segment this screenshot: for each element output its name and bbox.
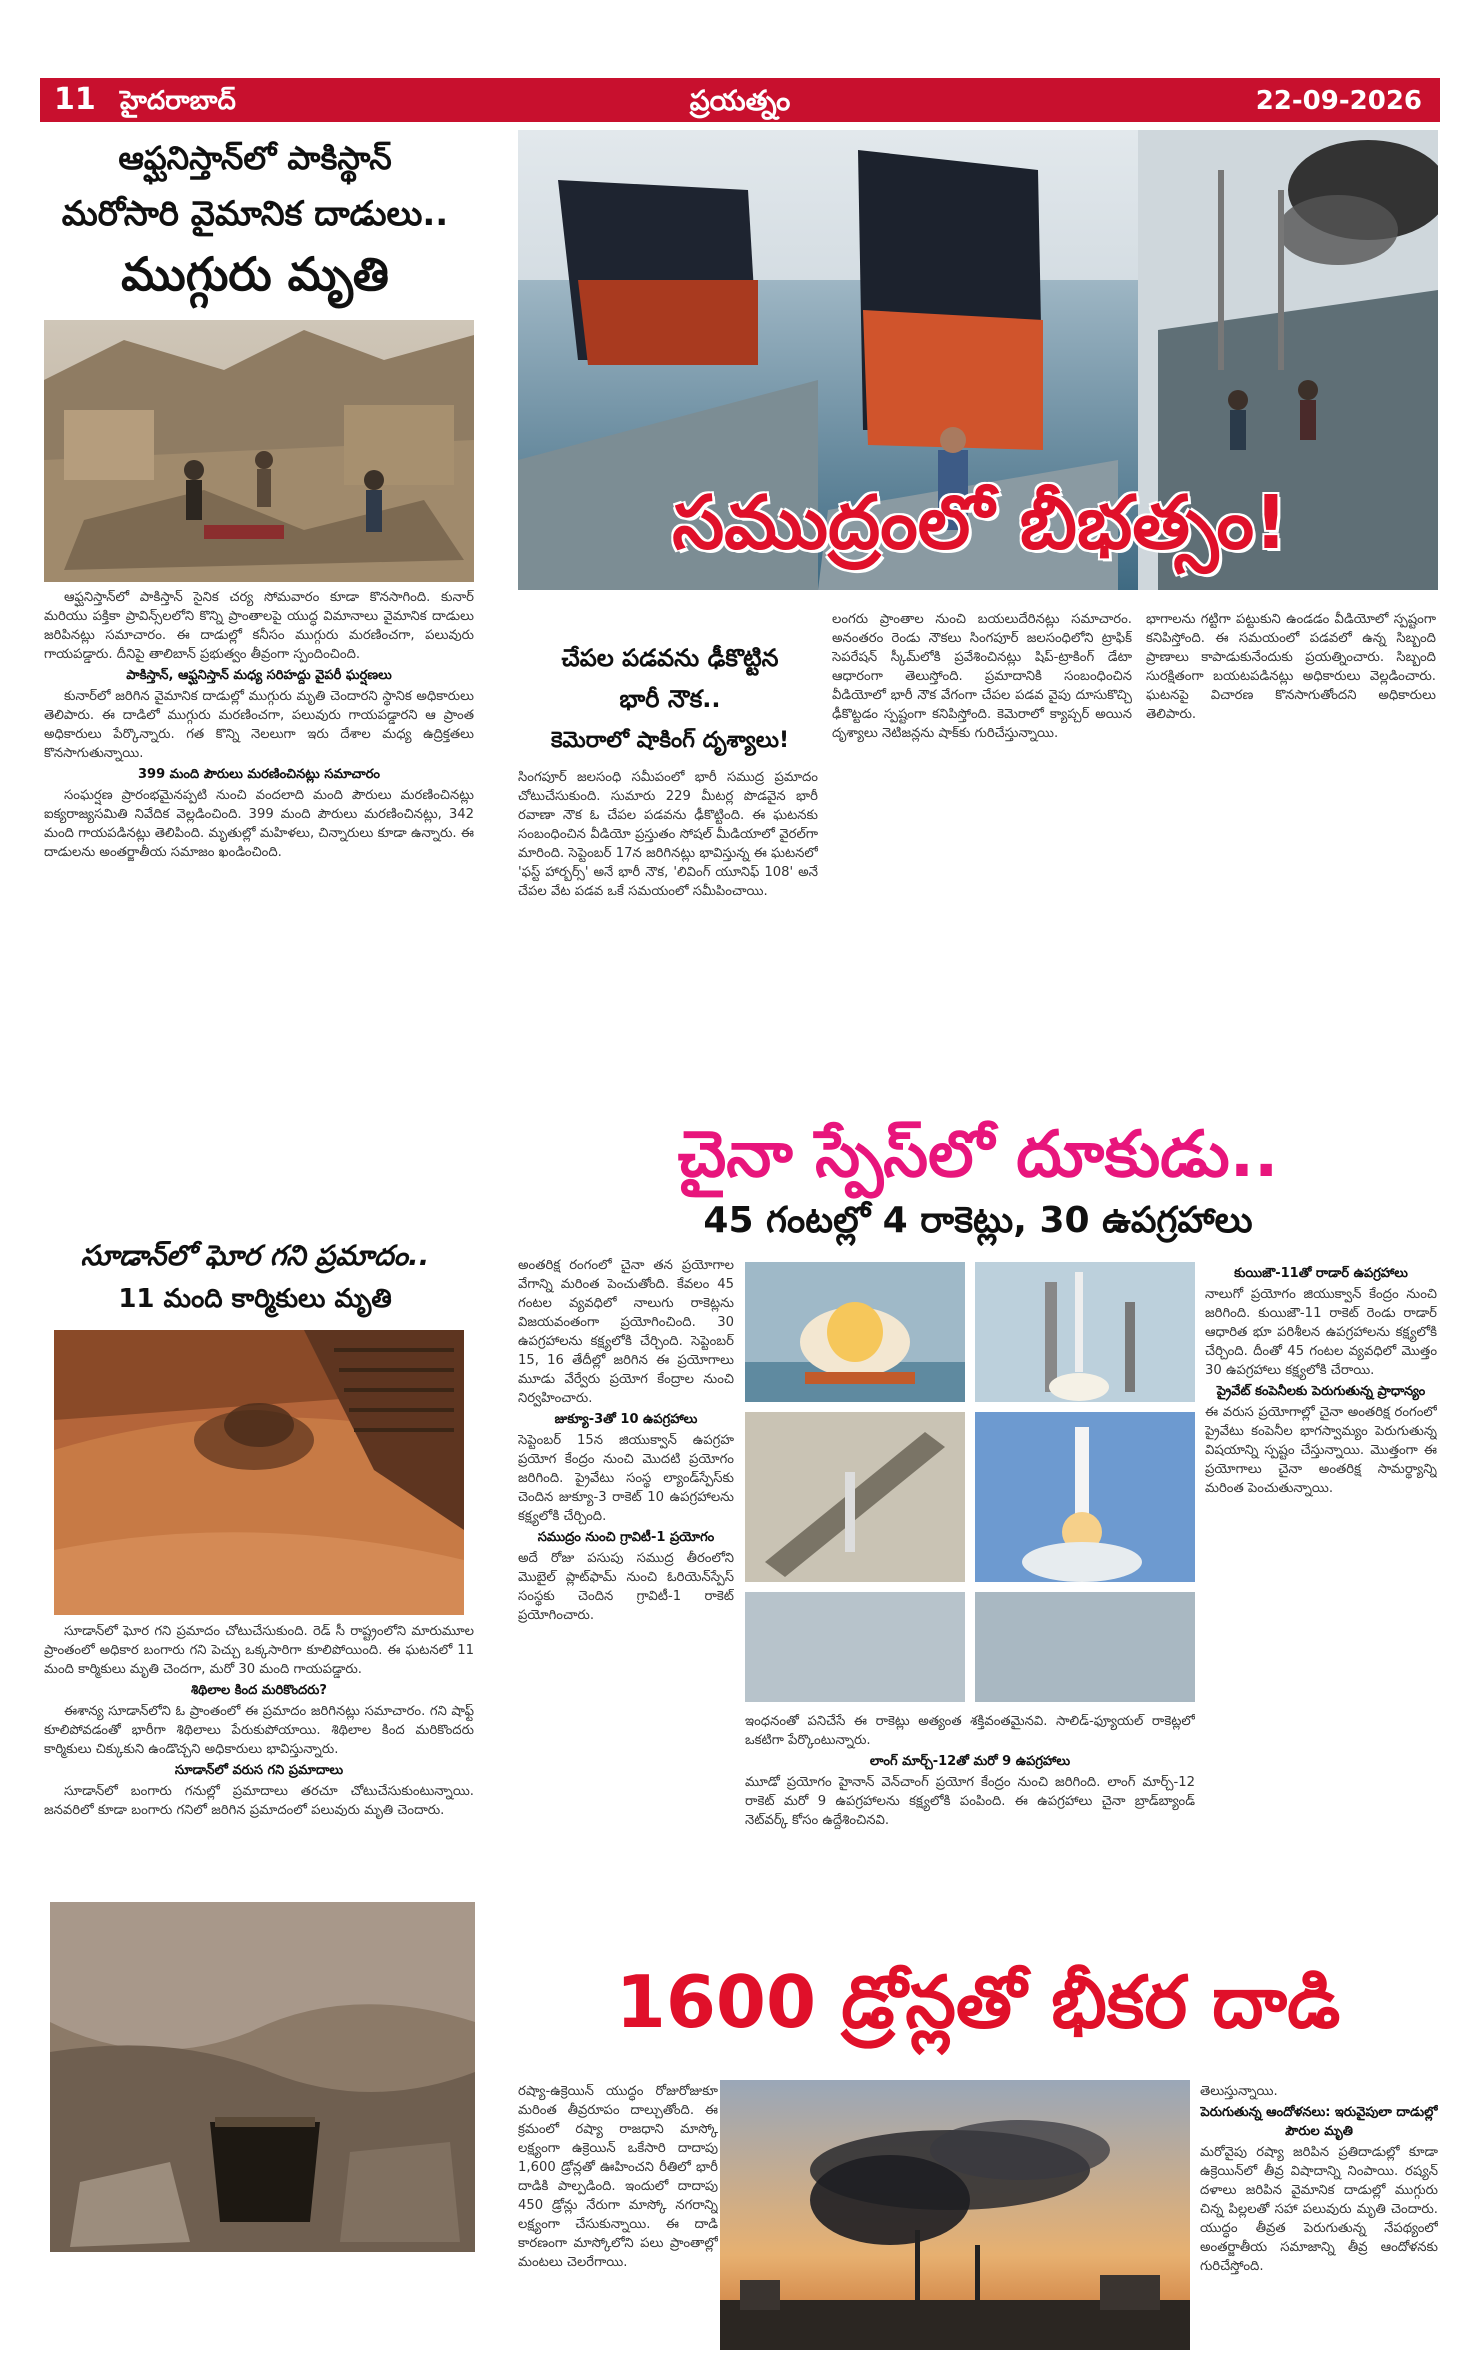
drone-smoke-photo (720, 2080, 1190, 2350)
china-col2-para-2: మూడో ప్రయోగం హైనాన్ వెన్‌చాంగ్ ప్రయోగ కేంద్రం నుంచి జరిగింది. లాంగ్ మార్చ్-12 రాకెట్ మరో 9 ఉపగ్రహాలను కక్ష్యలోకి పంపింది. ఈ ఉపగ్రహాలు చైనా బ్రాడ్‌బ్యాండ్ నెట్‌వర్క్ కోసం ఉద్దేశించినవి. (745, 1775, 1195, 1828)
china-col-2 (745, 1712, 1195, 1947)
sea-kicker-1: చేపల పడవను ఢీకొట్టిన (561, 644, 779, 672)
sudan-para-2: ఈశాన్య సూడాన్‌లోని ఓ ప్రాంతంలో ఈ ప్రమాదం జరిగినట్లు సమాచారం. గని షాఫ్ట్ కూలిపోవడంతో భారీగా శిథిలాలు పేరుకుపోయాయి. శిథిలాల కింద మరికొందరు కార్మికులు చిక్కుకుని ఉండొచ్చని అధికారులు భావిస్తున్నారు. (44, 1704, 474, 1757)
china-subhead-4: కుయిజౌ-11తో రాడార్ ఉపగ్రహాలు (1234, 1266, 1408, 1281)
china-col1-para-2: సెప్టెంబర్ 15న జియుక్వాన్ ఉపగ్రహ ప్రయోగ కేంద్రం నుంచి మొదటి ప్రయోగం జరిగింది. ప్రైవేటు సంస్థ ల్యాండ్‌స్పేస్‌కు చెందిన జుక్యూ-3 రాకెట్ 10 ఉపగ్రహాలను కక్ష్యలోకి చేర్చింది. (518, 1433, 734, 1524)
sea-kicker-3: కెమెరాలో షాకింగ్ దృశ్యాలు! (550, 728, 790, 753)
china-col3-para-1: నాలుగో ప్రయోగం జియుక్వాన్ కేంద్రం నుంచి జరిగింది. కుయిజౌ-11 రాకెట్ రెండు రాడార్ ఆధారిత భూ పరిశీలన ఉపగ్రహాలను కక్ష్యలోకి చేర్చింది. దీంతో 45 గంటల వ్యవధిలో మొత్తం 30 ఉపగ్రహాలు కక్ష్యలోకి చేరాయి. (1205, 1287, 1437, 1378)
china-col2-para-1: ఇంధనంతో పనిచేసే ఈ రాకెట్లు అత్యంత శక్తివంతమైనవి. సాలిడ్-ఫ్యూయల్ రాకెట్లలో ఒకటిగా పేర్కొంటున్నారు. (745, 1714, 1195, 1748)
china-col-1 (518, 1256, 734, 1946)
sudan-mine-photo (54, 1330, 464, 1615)
china-col3-para-2: ఈ వరుస ప్రయోగాల్లో చైనా అంతరిక్ష రంగంలో ప్రైవేటు కంపెనీల భాగస్వామ్యం పెరుగుతున్న విషయాన్ని స్పష్టం చేస్తున్నాయి. మొత్తంగా ఈ ప్రయోగాలు చైనా అంతరిక్ష సామర్థ్యాన్ని మరింత పెంచుతున్నాయి. (1205, 1405, 1437, 1496)
newspaper-brand: ప్రయత్నం (689, 84, 791, 117)
afghan-headline-2: మరోసారి వైమానిక దాడులు.. (61, 194, 449, 234)
afghan-headline-1: ఆఫ్ఘనిస్తాన్‌లో పాకిస్థాన్ (118, 139, 392, 177)
china-subhead-2: సముద్రం నుంచి గ్రావిటీ-1 ప్రయోగం (537, 1530, 715, 1545)
sudan-subhead-1: శిథిలాల కింద మరికొందరు? (191, 1683, 327, 1698)
afghan-subhead-2: 399 మంది పౌరులు మరణించినట్లు సమాచారం (137, 767, 381, 782)
china-subhead-5: ప్రైవేట్ కంపెనీలకు పెరుగుతున్న ప్రాధాన్యం (1216, 1384, 1426, 1399)
afghan-headline-3: ముగ్గురు మృతి (121, 247, 389, 301)
afghan-para-3: సంఘర్షణ ప్రారంభమైనప్పటి నుంచి వందలాది మంది పౌరులు మరణించినట్లు ఐక్యరాజ్యసమితి నివేదిక వెల్లడించింది. 399 మంది పౌరులు మరణించినట్లు, 342 మంది గాయపడినట్లు తెలిపింది. మృతుల్లో మహిళలు, చిన్నారులు కూడా ఉన్నారు. ఈ దాడులను అంతర్జాతీయ సమాజం ఖండించింది. (44, 788, 474, 860)
afghan-subhead-1: పాకిస్తాన్, ఆఫ్ఘనిస్తాన్ మధ్య సరిహద్దు వైపరీ ఘర్షణలు (126, 668, 392, 683)
sea-col-3: భాగాలను గట్టిగా పట్టుకుని ఉండడం వీడియోలో స్పష్టంగా కనిపిస్తోంది. ఈ సమయంలో పడవలో ఉన్న సిబ్బంది ప్రాణాలు కాపాడుకునేందుకు ప్రయత్నించారు. సిబ్బంది సురక్షితంగా బయటపడినట్లు అధికారులు వెల్లడించారు. ఘటనపై విచారణ కొనసాగుతోందని అధికారులు తెలిపారు. (1146, 612, 1436, 722)
drone-col-1: రష్యా-ఉక్రెయిన్ యుద్ధం రోజురోజుకూ మరింత తీవ్రరూపం దాల్చుతోంది. ఈ క్రమంలో రష్యా రాజధాని మాస్కో లక్ష్యంగా ఉక్రెయిన్ ఒకేసారి దాదాపు 1,600 డ్రోన్లతో ఊహించని రీతిలో భారీ దాడికి పాల్పడింది. ఇందులో దాదాపు 450 డ్రోన్లు నేరుగా మాస్కో నగరాన్ని లక్ష్యంగా చేసుకున్నాయి. ఈ దాడి కారణంగా మాస్కోలోని పలు ప్రాంతాల్లో మంటలు చెలరేగాయి. (518, 2084, 718, 2270)
afghan-body (44, 588, 474, 1228)
china-rocket-launch-photos (745, 1262, 1195, 1702)
sea-col-1: సింగపూర్ జలసంధి సమీపంలో భారీ సముద్ర ప్రమాదం చోటుచేసుకుంది. సుమారు 229 మీటర్ల పొడవైన భారీ రవాణా నౌక ఓ చేపల పడవను ఢీకొట్టింది. ఈ ఘటనకు సంబంధించిన వీడియో ప్రస్తుతం సోషల్ మీడియాలో వైరల్‌గా మారింది. సెప్టెంబర్ 17న జరిగినట్లు భావిస్తున్న ఈ ఘటనలో 'ఫస్ట్ హార్బర్స్' అనే భారీ నౌక, 'లివింగ్ యూనిఫ్ 108' అనే చేపల వేట పడవ ఒకే సమయంలో సమీపించాయి. (518, 770, 818, 899)
china-subheadline: 45 గంటల్లో 4 రాకెట్లు, 30 ఉపగ్రహాలు (703, 1200, 1253, 1241)
page-number: 11 (54, 82, 96, 117)
drone-col2-top: తెలుస్తున్నాయి. (1200, 2084, 1278, 2099)
sudan-headline-1: సూడాన్‌లో ఘోర గని ప్రమాదం.. (80, 1239, 430, 1272)
sudan-para-1: సూడాన్‌లో ఘోర గని ప్రమాదం చోటుచేసుకుంది. రెడ్ సీ రాష్ట్రంలోని మారుమూల ప్రాంతంలో అధికార బంగారు గని పెచ్చు ఒక్కసారిగా కూలిపోయింది. ఈ ఘటనలో 11 మంది కార్మికులు మృతి చెందగా, మరో 30 మంది గాయపడ్డారు. (44, 1624, 474, 1677)
sea-col-2: లంగరు ప్రాంతాల నుంచి బయలుదేరినట్లు సమాచారం. అనంతరం రెండు నౌకలు సింగపూర్ జలసంధిలోని ట్రాఫిక్ సెపరేషన్ స్కీమ్‌లోకి ప్రవేశించినట్లు షిప్-ట్రాకింగ్ డేటా ఆధారంగా తెలుస్తోంది. ప్రమాదానికి సంబంధించిన వీడియోలో భారీ నౌక వేగంగా చేపల పడవ వైపు దూసుకొచ్చి ఢీకొట్టడం స్పష్టంగా కనిపిస్తోంది. కెమెరాలో క్యాప్చర్ అయిన దృశ్యాలు నెటిజన్లను షాక్‌కు గురిచేస్తున్నాయి. (832, 612, 1132, 741)
sudan-para-3: సూడాన్‌లో బంగారు గనుల్లో ప్రమాదాలు తరచూ చోటుచేసుకుంటున్నాయి. జనవరిలో కూడా బంగారు గనిలో జరిగిన ప్రమాదంలో పలువురు మృతి చెందారు. (44, 1784, 474, 1818)
afghan-rubble-photo (44, 320, 474, 582)
afghan-para-2: కునార్‌లో జరిగిన వైమానిక దాడుల్లో ముగ్గురు మృతి చెందారని స్థానిక అధికారులు తెలిపారు. ఈ దాడిలో ముగ్గురు మరణించగా, పలువురు గాయపడ్డారని ఆ ప్రాంత అధికారులు పేర్కొన్నారు. గత కొన్ని నెలలుగా ఇరు దేశాల మధ్య ఉద్రిక్తతలు కొనసాగుతున్నాయి. (44, 689, 474, 761)
afghan-para-1: ఆఫ్ఘనిస్తాన్‌లో పాకిస్తాన్ సైనిక చర్య సోమవారం కూడా కొనసాగింది. కునార్ మరియు పక్తికా ప్రావిన్స్‌లలోని కొన్ని ప్రాంతాలపై యుద్ధ విమానాలు వైమానిక దాడులు జరిపినట్లు సమాచారం. ఈ దాడుల్లో కనీసం ముగ్గురు మరణించగా, పలువురు గాయపడ్డారు. దీనిపై తాలిబాన్ ప్రభుత్వం తీవ్రంగా స్పందించింది. (44, 590, 474, 662)
china-subhead-3: లాంగ్ మార్చ్-12తో మరో 9 ఉపగ్రహాలు (869, 1754, 1071, 1769)
edition-date: 22-09-2026 (1255, 86, 1422, 116)
china-col1-para-1: అంతరిక్ష రంగంలో చైనా తన ప్రయోగాల వేగాన్ని మరింత పెంచుతోంది. కేవలం 45 గంటల వ్యవధిలో నాలుగు రాకెట్లను విజయవంతంగా ప్రయోగించింది. 30 ఉపగ్రహాలను కక్ష్యలోకి చేర్చింది. సెప్టెంబర్ 15, 16 తేదీల్లో జరిగిన ఈ ప్రయోగాలు మూడు వేర్వేరు ప్రయోగ కేంద్రాల నుంచి నిర్వహించారు. (518, 1258, 734, 1406)
sudan-body (44, 1622, 474, 1892)
masthead-bar (40, 78, 1440, 122)
china-banner-headline: చైనా స్పేస్‌లో దూకుడు.. (677, 1118, 1279, 1192)
china-subhead-1: జుక్యూ-3తో 10 ఉపగ్రహాలు (554, 1412, 698, 1427)
sudan-headline-2: 11 మంది కార్మికులు మృతి (118, 1284, 392, 1314)
drone-banner-headline: 1600 డ్రోన్లతో భీకర దాడి (615, 1960, 1341, 2044)
drone-col2-para: మరోవైపు రష్యా జరిపిన ప్రతిదాడుల్లో కూడా ఉక్రెయిన్‌లో తీవ్ర విషాదాన్ని నింపాయి. రష్యన్ దళాలు జరిపిన వైమానిక దాడుల్లో ముగ్గురు చిన్న పిల్లలతో సహా పలువురు మృతి చెందారు. యుద్ధం తీవ్రత పెరుగుతున్న నేపథ్యంలో అంతర్జాతీయ సమాజాన్ని తీవ్ర ఆందోళనకు గురిచేస్తోంది. (1200, 2145, 1438, 2274)
edition-city: హైదరాబాద్ (120, 86, 236, 116)
china-col1-para-3: అదే రోజు పసుపు సముద్ర తీరంలోని మొబైల్ ప్లాట్‌ఫామ్ నుంచి ఓరియెన్‌స్పేస్ సంస్థకు చెందిన గ్రావిటీ-1 రాకెట్ ప్రయోగించారు. (518, 1551, 734, 1623)
drone-subhead-1: పెరుగుతున్న ఆందోళనలు: ఇరువైపులా దాడుల్లో పౌరుల మృతి (1200, 2105, 1438, 2139)
sudan-subhead-2: సూడాన్‌లో వరుస గని ప్రమాదాలు (174, 1763, 344, 1778)
china-col-3 (1205, 1262, 1437, 1947)
sudan-mine-entrance-photo (50, 1902, 475, 2252)
sea-kicker-2: భారీ నౌక.. (619, 685, 721, 713)
drone-col-2 (1200, 2082, 1438, 2352)
sea-banner-headline: సముద్రంలో బీభత్సం! (672, 480, 1288, 566)
